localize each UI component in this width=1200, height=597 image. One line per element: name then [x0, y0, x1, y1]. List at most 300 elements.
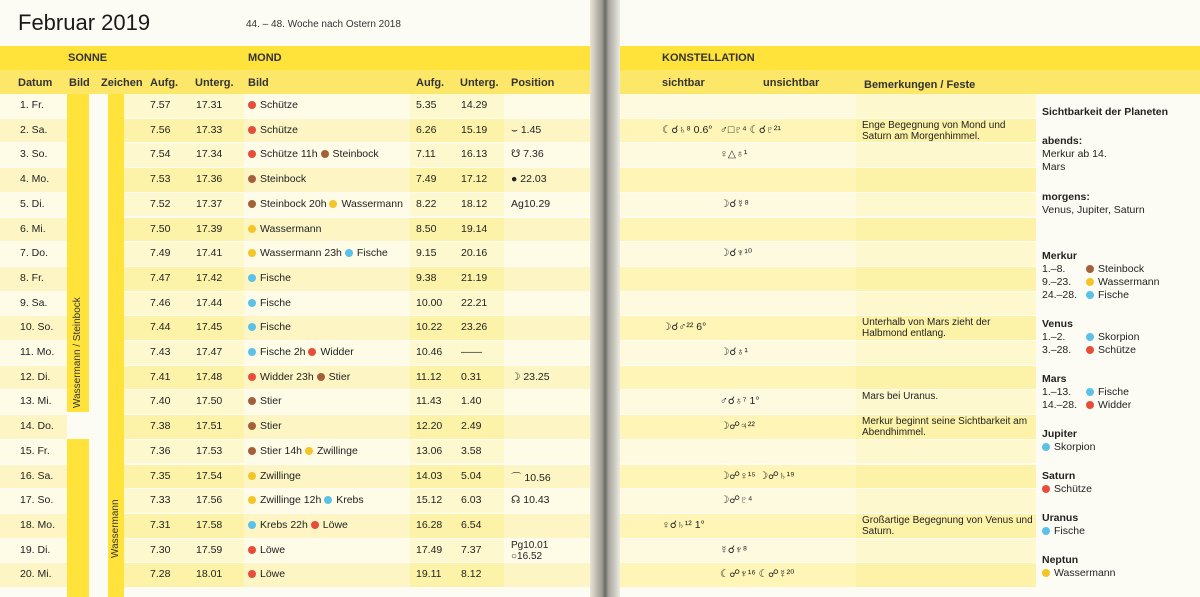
date-cell: 6. Mi.: [20, 222, 46, 235]
position-cell: ● 22.03: [511, 173, 547, 186]
row-background: [856, 292, 1036, 316]
row-background: [504, 242, 590, 266]
moon-sign-label: Steinbock 20h: [260, 197, 327, 210]
moon-sign-label: Fische: [356, 247, 388, 260]
moon-sign-label: Zwillinge: [260, 469, 301, 482]
zodiac-dot-icon: [248, 126, 256, 134]
invisible-constellation-cell: ☽☍♃²²: [720, 420, 755, 433]
moonset-cell: 14.29: [461, 99, 488, 111]
page-title: Februar 2019: [18, 10, 151, 35]
moon-sign-label: Schütze: [260, 123, 298, 136]
zodiac-dot-icon: [1086, 265, 1094, 273]
planet-sign-entry: [1042, 386, 1129, 398]
row-background: [124, 292, 244, 316]
moon-sign-cell: [248, 445, 358, 457]
sunset-cell: 17.44: [196, 296, 223, 309]
moon-sign-label: Wassermann: [260, 222, 322, 235]
zodiac-dot-icon: [311, 521, 319, 529]
zodiac-dot-icon: [248, 348, 256, 356]
planet-sign-entry: [1042, 276, 1159, 288]
zodiac-dot-icon: [248, 299, 256, 307]
moon-sign-label: Schütze 11h: [260, 148, 318, 161]
moonset-cell: ——: [461, 346, 482, 358]
planet-sign: Fische: [1098, 386, 1129, 398]
planet-range: 24.–28.: [1042, 289, 1078, 301]
header-bild: Bild: [69, 77, 90, 89]
bild-stripe-2: [67, 439, 89, 597]
sunset-cell: 17.47: [196, 346, 223, 358]
planet-name: Saturn: [1042, 470, 1076, 482]
moonrise-cell: 17.49: [416, 543, 443, 556]
moon-sign-cell: [248, 99, 298, 111]
date-cell: 14. Do.: [20, 420, 54, 433]
moon-sign-cell: [248, 321, 291, 333]
planet-name: Neptun: [1042, 554, 1079, 566]
row-background: [124, 489, 244, 513]
row-background: [856, 440, 1036, 464]
invisible-constellation-cell: ☽☌☿⁸: [720, 197, 749, 210]
moonset-cell: 18.12: [461, 197, 488, 210]
planet-range: 3.–28.: [1042, 344, 1072, 356]
zodiac-dot-icon: [1042, 443, 1050, 451]
header-unterg: Unterg.: [195, 77, 234, 89]
row-background: [124, 465, 244, 489]
sunset-cell: 17.36: [196, 173, 223, 186]
zodiac-dot-icon: [1042, 569, 1050, 577]
zodiac-dot-icon: [248, 397, 256, 405]
moon-sign-label: Schütze: [260, 99, 298, 111]
sunrise-cell: 7.38: [150, 420, 171, 433]
row-background: [124, 267, 244, 291]
zodiac-dot-icon: [308, 348, 316, 356]
moonrise-cell: 5.35: [416, 99, 437, 111]
moonset-cell: 17.12: [461, 173, 488, 186]
zodiac-dot-icon: [1086, 291, 1094, 299]
moonrise-cell: 19.11: [416, 568, 442, 581]
row-background: [620, 267, 856, 291]
moon-sign-cell: [248, 198, 403, 210]
moon-sign-label: Krebs: [336, 494, 364, 507]
sunrise-cell: 7.50: [150, 222, 171, 235]
zodiac-dot-icon: [248, 323, 256, 331]
planet-range: 1.–2.: [1042, 331, 1066, 343]
planet-range: 9.–23.: [1042, 276, 1072, 288]
planet-name: Mars: [1042, 373, 1067, 385]
sunset-cell: 17.39: [196, 222, 223, 235]
moon-sign-cell: [248, 494, 364, 506]
header-mond-bild: Bild: [248, 77, 269, 89]
position-cell: Pg10.01 ○16.52: [511, 539, 549, 562]
planet-sign: Wassermann: [1098, 276, 1160, 288]
row-background: [124, 193, 244, 217]
row-background: [504, 563, 590, 587]
row-background: [620, 168, 856, 192]
row-background: [504, 341, 590, 365]
zodiac-dot-icon: [1086, 401, 1094, 409]
bild-vertical-label: Wassermann / Steinbock: [72, 297, 83, 408]
remarks-cell: Mars bei Uranus.: [862, 391, 939, 403]
zodiac-dot-icon: [248, 175, 256, 183]
row-background: [620, 292, 856, 316]
sunrise-cell: 7.47: [150, 271, 171, 284]
planet-name: Merkur: [1042, 250, 1078, 262]
moonrise-cell: 10.46: [416, 346, 443, 358]
moonset-cell: 3.58: [461, 444, 482, 457]
zodiac-dot-icon: [248, 447, 256, 455]
row-background: [504, 218, 590, 242]
moonset-cell: 1.40: [461, 395, 482, 408]
date-cell: 11. Mo.: [20, 346, 55, 358]
date-cell: 18. Mo.: [20, 518, 56, 531]
position-cell: ☊ 10.43: [511, 494, 550, 507]
sunset-cell: 17.34: [196, 148, 223, 161]
date-cell: 16. Sa.: [20, 469, 54, 482]
sunset-cell: 17.33: [196, 123, 223, 136]
position-cell: ☽ 23.25: [511, 370, 550, 383]
date-cell: 5. Di.: [20, 197, 45, 210]
abends-label: abends:: [1042, 135, 1083, 147]
moonset-cell: 19.14: [461, 222, 488, 235]
zeichen-vertical-label: Wassermann: [110, 499, 121, 558]
zodiac-dot-icon: [248, 150, 256, 158]
invisible-constellation-cell: ♂☌♁⁷ 1°: [720, 395, 760, 408]
header-position: Position: [511, 77, 555, 89]
moon-sign-cell: [248, 247, 388, 259]
row-background: [856, 242, 1036, 266]
sunrise-cell: 7.57: [150, 99, 171, 111]
planet-sign-entry: [1042, 567, 1115, 579]
book-gutter: [590, 0, 620, 597]
moonrise-cell: 8.50: [416, 222, 437, 235]
invisible-constellation-cell: ☽☍♇⁴: [720, 494, 753, 507]
planet-sign-entry: [1042, 399, 1131, 411]
planet-sign-entry: [1042, 344, 1136, 356]
row-background: [504, 94, 590, 118]
header-datum: Datum: [18, 77, 53, 89]
planet-sign: Widder: [1098, 399, 1132, 411]
row-background: [124, 168, 244, 192]
date-cell: 15. Fr.: [20, 444, 50, 457]
zodiac-dot-icon: [248, 422, 256, 430]
moonset-cell: 6.54: [461, 518, 482, 531]
moon-sign-label: Löwe: [260, 543, 286, 556]
moon-sign-label: Löwe: [322, 518, 348, 531]
moon-sign-cell: [248, 420, 282, 432]
row-background: [856, 168, 1036, 192]
sunset-cell: 17.53: [196, 444, 223, 457]
header-sichtbar: sichtbar: [662, 77, 705, 89]
planet-name: Venus: [1042, 318, 1073, 330]
moon-sign-cell: [248, 173, 306, 185]
date-cell: 17. So.: [20, 494, 54, 507]
moon-sign-label: Zwillinge: [316, 444, 358, 457]
moonrise-cell: 6.26: [416, 123, 437, 136]
moon-sign-label: Widder 23h: [260, 370, 314, 383]
invisible-constellation-cell: ☾☍♆¹⁶ ☾☍☿²⁰: [720, 568, 795, 581]
sunset-cell: 17.31: [196, 99, 223, 111]
sunrise-cell: 7.49: [150, 247, 171, 260]
zodiac-dot-icon: [248, 570, 256, 578]
position-cell: ⌣ 1.45: [511, 123, 542, 136]
sunset-cell: 17.54: [196, 469, 223, 482]
header-zeichen: Zeichen: [101, 77, 143, 89]
moon-sign-cell: [248, 272, 291, 284]
header-unsichtbar: unsichtbar: [763, 77, 820, 89]
sunset-cell: 17.50: [196, 395, 223, 408]
planet-sign: Wassermann: [1054, 567, 1116, 579]
planet-range: 14.–28.: [1042, 399, 1078, 411]
sunrise-cell: 7.54: [150, 148, 171, 161]
moonrise-cell: 11.43: [416, 395, 442, 408]
group-konstellation: KONSTELLATION: [662, 52, 755, 64]
date-cell: 2. Sa.: [20, 123, 48, 136]
moonrise-cell: 10.00: [416, 296, 443, 309]
row-background: [856, 539, 1036, 563]
sunset-cell: 17.56: [196, 494, 223, 507]
date-cell: 1. Fr.: [20, 99, 44, 111]
sunrise-cell: 7.46: [150, 296, 171, 309]
page-subtitle: 44. – 48. Woche nach Ostern 2018: [246, 19, 401, 30]
row-background: [124, 341, 244, 365]
position-cell: ☋ 7.36: [511, 148, 544, 161]
row-background: [124, 143, 244, 167]
row-background: [620, 94, 856, 118]
date-cell: 13. Mi.: [20, 395, 52, 408]
row-background: [124, 539, 244, 563]
moonrise-cell: 8.22: [416, 197, 437, 210]
invisible-constellation-cell: ♀△♁¹: [720, 148, 748, 161]
date-cell: 3. So.: [20, 148, 48, 161]
zodiac-dot-icon: [248, 521, 256, 529]
moonset-cell: 8.12: [461, 568, 482, 581]
planet-sign-entry: [1042, 331, 1139, 343]
sunrise-cell: 7.40: [150, 395, 171, 408]
planet-sign: Skorpion: [1054, 441, 1096, 453]
moonset-cell: 7.37: [461, 543, 482, 556]
row-background: [856, 193, 1036, 217]
moon-sign-label: Widder: [320, 346, 354, 358]
planet-range: 1.–8.: [1042, 263, 1066, 275]
sunset-cell: 17.51: [196, 420, 223, 433]
row-background: [856, 218, 1036, 242]
header-aufg: Aufg.: [150, 77, 179, 89]
zodiac-dot-icon: [1042, 527, 1050, 535]
visible-constellation-cell: ☾☌♄⁸ 0.6°: [662, 123, 713, 136]
moonset-cell: 6.03: [461, 494, 482, 507]
zodiac-dot-icon: [248, 225, 256, 233]
position-cell: Ag10.29: [511, 197, 551, 210]
moonset-cell: 16.13: [461, 148, 488, 161]
moonset-cell: 5.04: [461, 469, 482, 482]
row-background: [620, 440, 856, 464]
zodiac-dot-icon: [1086, 278, 1094, 286]
zodiac-dot-icon: [329, 200, 337, 208]
moonrise-cell: 10.22: [416, 321, 443, 334]
row-background: [124, 119, 244, 143]
visible-constellation-cell: ♀☌♄¹² 1°: [662, 518, 705, 531]
row-background: [856, 563, 1036, 587]
moon-sign-cell: [248, 148, 379, 160]
zodiac-dot-icon: [321, 150, 329, 158]
moon-sign-cell: [248, 519, 348, 531]
abends-line-1: Merkur ab 14.: [1042, 148, 1107, 160]
remarks-cell: Unterhalb von Mars zieht der Halbmond entlang.: [862, 317, 991, 340]
row-background: [620, 316, 856, 340]
planet-range: 1.–13.: [1042, 386, 1072, 398]
moon-sign-label: Steinbock: [260, 173, 307, 186]
row-background: [856, 143, 1036, 167]
moonrise-cell: 12.20: [416, 420, 443, 433]
zodiac-dot-icon: [1086, 346, 1094, 354]
moon-sign-cell: [248, 223, 321, 235]
date-cell: 9. Sa.: [20, 296, 48, 309]
moon-sign-label: Löwe: [260, 568, 286, 581]
row-background: [504, 514, 590, 538]
row-background: [620, 514, 856, 538]
row-background: [124, 514, 244, 538]
planet-sign: Schütze: [1054, 483, 1092, 495]
sunrise-cell: 7.53: [150, 173, 171, 186]
planet-sign-entry: [1042, 483, 1092, 495]
zodiac-dot-icon: [248, 546, 256, 554]
sunset-cell: 17.48: [196, 370, 223, 383]
moon-sign-label: Steinbock: [332, 148, 379, 161]
date-cell: 8. Fr.: [20, 271, 44, 284]
moon-sign-cell: [248, 297, 291, 309]
header-bemerkungen: Bemerkungen / Feste: [864, 79, 976, 91]
planet-name: Jupiter: [1042, 428, 1078, 440]
row-background: [856, 465, 1036, 489]
row-background: [124, 94, 244, 118]
zodiac-dot-icon: [248, 274, 256, 282]
moonrise-cell: 9.15: [416, 247, 437, 260]
zodiac-dot-icon: [324, 496, 332, 504]
sunrise-cell: 7.44: [150, 321, 171, 334]
moonrise-cell: 9.38: [416, 271, 437, 284]
sunrise-cell: 7.36: [150, 444, 171, 457]
moon-sign-label: Wassermann: [341, 197, 403, 210]
row-background: [620, 366, 856, 390]
planet-sign-entry: [1042, 289, 1129, 301]
sunset-cell: 17.58: [196, 518, 223, 531]
abends-line-2: Mars: [1042, 161, 1066, 173]
row-background: [124, 563, 244, 587]
header-mond-unterg: Unterg.: [460, 77, 499, 89]
row-background: [504, 267, 590, 291]
row-background: [124, 415, 244, 439]
date-cell: 12. Di.: [20, 370, 51, 383]
sunset-cell: 17.42: [196, 271, 223, 284]
zodiac-dot-icon: [248, 200, 256, 208]
moonset-cell: 23.26: [461, 321, 488, 334]
moonset-cell: 0.31: [461, 370, 482, 383]
zodiac-dot-icon: [345, 249, 353, 257]
moonrise-cell: 15.12: [416, 494, 443, 507]
sunset-cell: 17.59: [196, 543, 223, 556]
sunrise-cell: 7.43: [150, 346, 171, 358]
moon-sign-cell: [248, 470, 301, 482]
moon-sign-label: Krebs 22h: [260, 518, 308, 531]
row-background: [504, 415, 590, 439]
sunrise-cell: 7.30: [150, 543, 171, 556]
date-cell: 19. Di.: [20, 543, 51, 556]
zodiac-dot-icon: [1042, 485, 1050, 493]
moon-sign-label: Wassermann 23h: [260, 247, 342, 260]
group-mond: MOND: [248, 52, 282, 64]
moon-sign-cell: [248, 346, 354, 358]
morgens-line-1: Venus, Jupiter, Saturn: [1042, 204, 1145, 216]
moon-sign-label: Fische 2h: [260, 346, 306, 358]
row-background: [620, 218, 856, 242]
morgens-label: morgens:: [1042, 191, 1090, 203]
invisible-constellation-cell: ☽☌♁¹: [720, 346, 748, 358]
moonset-cell: 20.16: [461, 247, 488, 260]
invisible-constellation-cell: ☿☌♆⁸: [720, 543, 748, 556]
moon-sign-label: Stier 14h: [260, 444, 303, 457]
planet-sign: Fische: [1054, 525, 1085, 537]
invisible-constellation-cell: ☽☌♆¹⁰: [720, 247, 753, 260]
row-background: [124, 218, 244, 242]
moonset-cell: 21.19: [461, 271, 488, 284]
row-background: [856, 366, 1036, 390]
moon-sign-label: Fische: [260, 321, 291, 334]
moon-sign-label: Zwillinge 12h: [260, 494, 322, 507]
moon-sign-label: Stier: [260, 395, 282, 408]
invisible-constellation-cell: ☽☍♀¹⁵ ☽☍♄¹⁹: [720, 469, 795, 482]
row-background: [856, 341, 1036, 365]
visible-constellation-cell: ☽☌♂²² 6°: [662, 321, 707, 334]
zodiac-dot-icon: [248, 249, 256, 257]
moon-sign-cell: [248, 568, 285, 580]
moonrise-cell: 16.28: [416, 518, 443, 531]
moonrise-cell: 7.11: [416, 148, 436, 161]
row-background: [124, 242, 244, 266]
zodiac-dot-icon: [248, 496, 256, 504]
sunrise-cell: 7.52: [150, 197, 171, 210]
row-background: [504, 440, 590, 464]
planet-sign-entry: [1042, 263, 1144, 275]
zodiac-dot-icon: [1086, 388, 1094, 396]
moon-sign-cell: [248, 395, 282, 407]
invisible-constellation-cell: ♂□♇⁴ ☾☌♇²¹: [720, 123, 781, 136]
moonrise-cell: 14.03: [416, 469, 443, 482]
moon-sign-label: Fische: [260, 271, 291, 284]
moon-sign-cell: [248, 371, 350, 383]
planet-sign-entry: [1042, 525, 1085, 537]
moonrise-cell: 11.12: [416, 370, 442, 383]
row-background: [124, 316, 244, 340]
sunset-cell: 18.01: [196, 568, 223, 581]
moonrise-cell: 13.06: [416, 444, 443, 457]
date-cell: 10. So.: [20, 321, 54, 334]
sunset-cell: 17.45: [196, 321, 223, 334]
row-background: [856, 489, 1036, 513]
sunrise-cell: 7.33: [150, 494, 171, 507]
row-background: [856, 94, 1036, 118]
row-background: [856, 267, 1036, 291]
sunrise-cell: 7.28: [150, 568, 171, 581]
group-sonne: SONNE: [68, 52, 108, 64]
zodiac-dot-icon: [317, 373, 325, 381]
zodiac-dot-icon: [248, 472, 256, 480]
planet-sign: Skorpion: [1098, 331, 1140, 343]
sunrise-cell: 7.31: [150, 518, 171, 531]
sunset-cell: 17.37: [196, 197, 223, 210]
sidebar-title: Sichtbarkeit der Planeten: [1042, 106, 1169, 118]
row-background: [124, 390, 244, 414]
planet-sign: Steinbock: [1098, 263, 1145, 275]
moonrise-cell: 7.49: [416, 173, 437, 186]
